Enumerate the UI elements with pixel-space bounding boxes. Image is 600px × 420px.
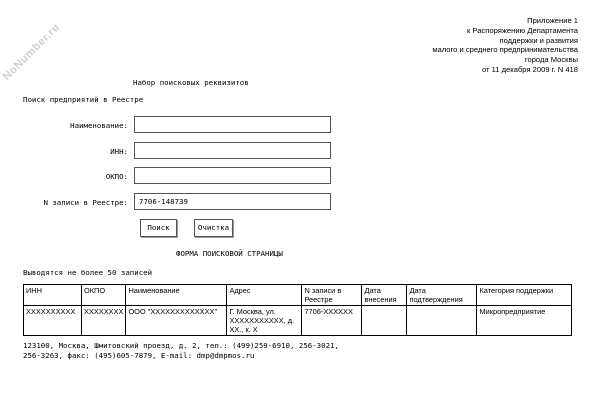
table-cell — [362, 306, 407, 336]
results-note: Выводятся не более 50 записей — [23, 268, 153, 277]
column-header: Дата подтверждения — [407, 285, 477, 306]
okpo-input[interactable] — [134, 167, 331, 184]
results-table — [23, 284, 572, 336]
search-button[interactable]: Поиск — [140, 219, 177, 237]
address-line: 123100, Москва, Шмитовский проезд, д. 2, тел.: (499)259-6910, 256-3021, — [23, 341, 339, 350]
form-heading: Набор поисковых реквизитов — [133, 78, 249, 87]
table-cell: Микропредприятие — [477, 306, 572, 336]
column-header: Категория поддержки — [477, 285, 572, 306]
appendix-header — [432, 16, 578, 75]
registry-number-input[interactable]: 7706-148739 — [134, 193, 331, 210]
column-header: N записи в Реестре — [302, 285, 362, 306]
column-header: ИНН — [24, 285, 82, 306]
appendix-line: поддержки и развития — [499, 35, 578, 45]
name-label: Наименование: — [70, 121, 128, 130]
table-cell: 7706-XXXXXX — [302, 306, 362, 336]
clear-button[interactable]: Очистка — [194, 219, 233, 237]
table-cell: XXXXXXXX — [82, 306, 126, 336]
column-header: Адрес — [227, 285, 302, 306]
appendix-line: малого и среднего предпринимательства — [432, 45, 578, 55]
table-cell: Г. Москва, ул. XXXXXXXXXXX, д. XX., к. X — [227, 306, 302, 336]
appendix-line: к Распоряжению Департамента — [466, 25, 578, 35]
watermark: NoNumber.ru — [0, 21, 63, 83]
inn-input[interactable] — [134, 142, 331, 159]
okpo-label: ОКПО: — [105, 172, 128, 181]
contact-address — [23, 341, 353, 361]
form-caption: ФОРМА ПОИСКОВОЙ СТРАНИЦЫ — [176, 249, 283, 258]
table-header-row — [24, 285, 572, 306]
table-row — [24, 306, 572, 336]
table-cell: ООО "XXXXXXXXXXXXX" — [126, 306, 227, 336]
section-title: Поиск предприятий в Реестре — [23, 95, 144, 104]
name-input[interactable] — [134, 116, 331, 133]
table-cell — [407, 306, 477, 336]
table-cell: XXXXXXXXXX — [24, 306, 82, 336]
column-header: Дата внесения — [362, 285, 407, 306]
column-header: Наименование — [126, 285, 227, 306]
appendix-line: города Москвы — [524, 55, 578, 65]
column-header: ОКПО — [82, 285, 126, 306]
address-line: 256-3263, факс: (495)605-7879, E-mail: dmp@dmpmos.ru — [23, 351, 255, 360]
appendix-line: Приложение 1 — [527, 16, 578, 25]
registry-number-label: N записи в Реестре: — [43, 198, 128, 207]
inn-label: ИНН: — [110, 147, 128, 156]
appendix-line: от 11 декабря 2009 г. N 418 — [481, 64, 578, 74]
